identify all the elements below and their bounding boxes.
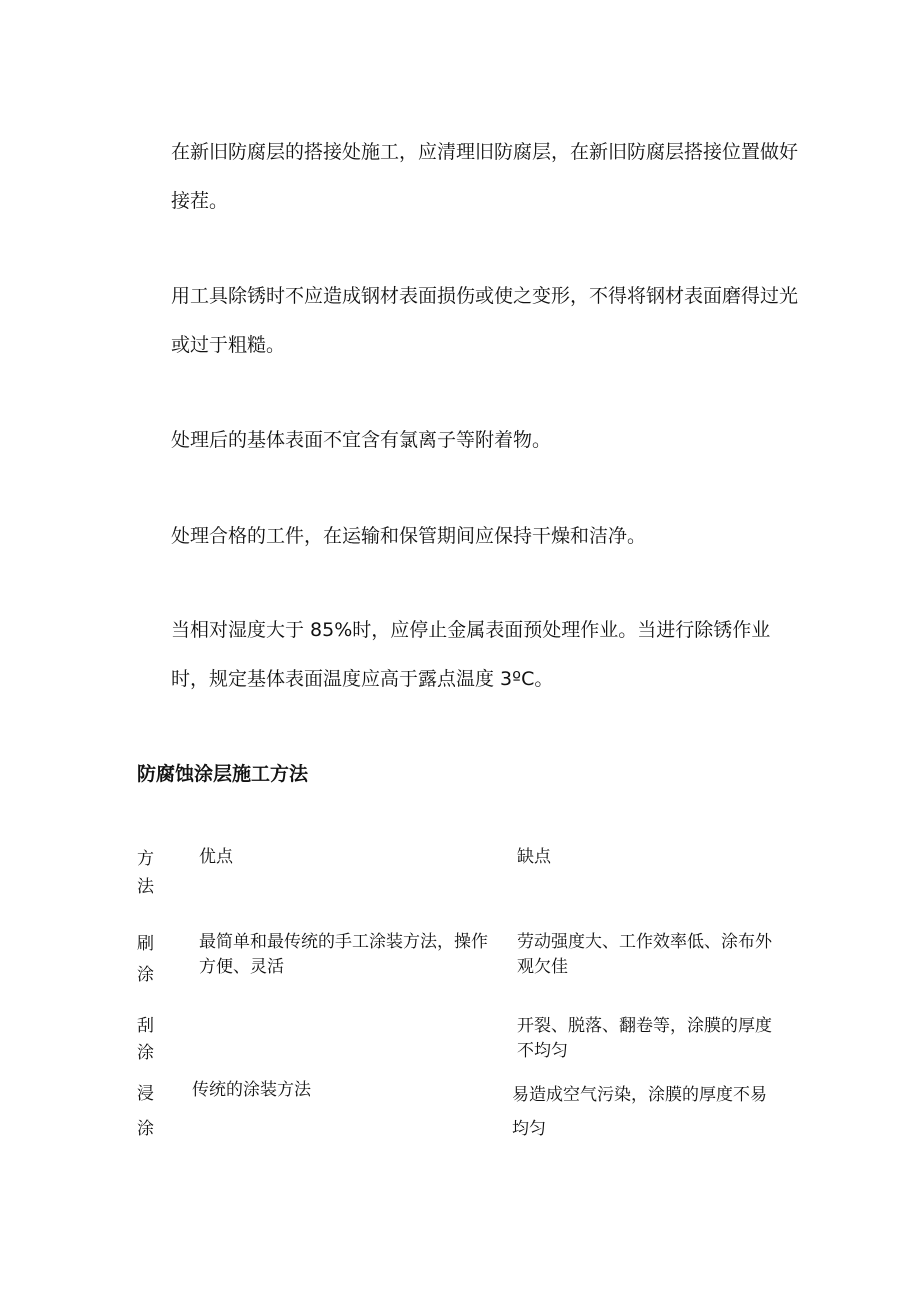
section-title: 防腐蚀涂层施工方法 bbox=[137, 763, 309, 785]
header-pros: 优点 bbox=[199, 847, 233, 867]
row-method: 刮涂 bbox=[137, 1016, 154, 1063]
row-method: 刷涂 bbox=[137, 934, 154, 985]
paragraph-humidity: 当相对湿度大于 85%时，应停止金属表面预处理作业。当进行除锈作业时，规定基体表面温度应高于露点温度 3ºC。 bbox=[171, 619, 771, 690]
paragraph-overlap-repair: 在新旧防腐层的搭接处施工，应清理旧防腐层，在新旧防腐层搭接位置做好接茬。 bbox=[171, 141, 799, 212]
header-cons: 缺点 bbox=[517, 847, 551, 867]
row-method: 浸涂 bbox=[137, 1084, 154, 1139]
paragraph-tool-derusting: 用工具除锈时不应造成钢材表面损伤或使之变形，不得将钢材表面磨得过光或过于粗糙。 bbox=[171, 285, 799, 356]
row-cons: 易造成空气污染，涂膜的厚度不易均匀 bbox=[512, 1085, 767, 1139]
paragraph-chloride: 处理后的基体表面不宜含有氯离子等附着物。 bbox=[171, 429, 552, 451]
row-cons: 开裂、脱落、翻卷等，涂膜的厚度不均匀 bbox=[517, 1016, 772, 1061]
row-pros: 传统的涂装方法 bbox=[192, 1080, 311, 1100]
header-method: 方法 bbox=[137, 849, 154, 897]
row-cons: 劳动强度大、工作效率低、涂布外观欠佳 bbox=[517, 932, 772, 977]
row-pros: 最简单和最传统的手工涂装方法，操作方便、灵活 bbox=[199, 932, 488, 977]
paragraph-storage: 处理合格的工件，在运输和保管期间应保持干燥和洁净。 bbox=[171, 525, 647, 547]
